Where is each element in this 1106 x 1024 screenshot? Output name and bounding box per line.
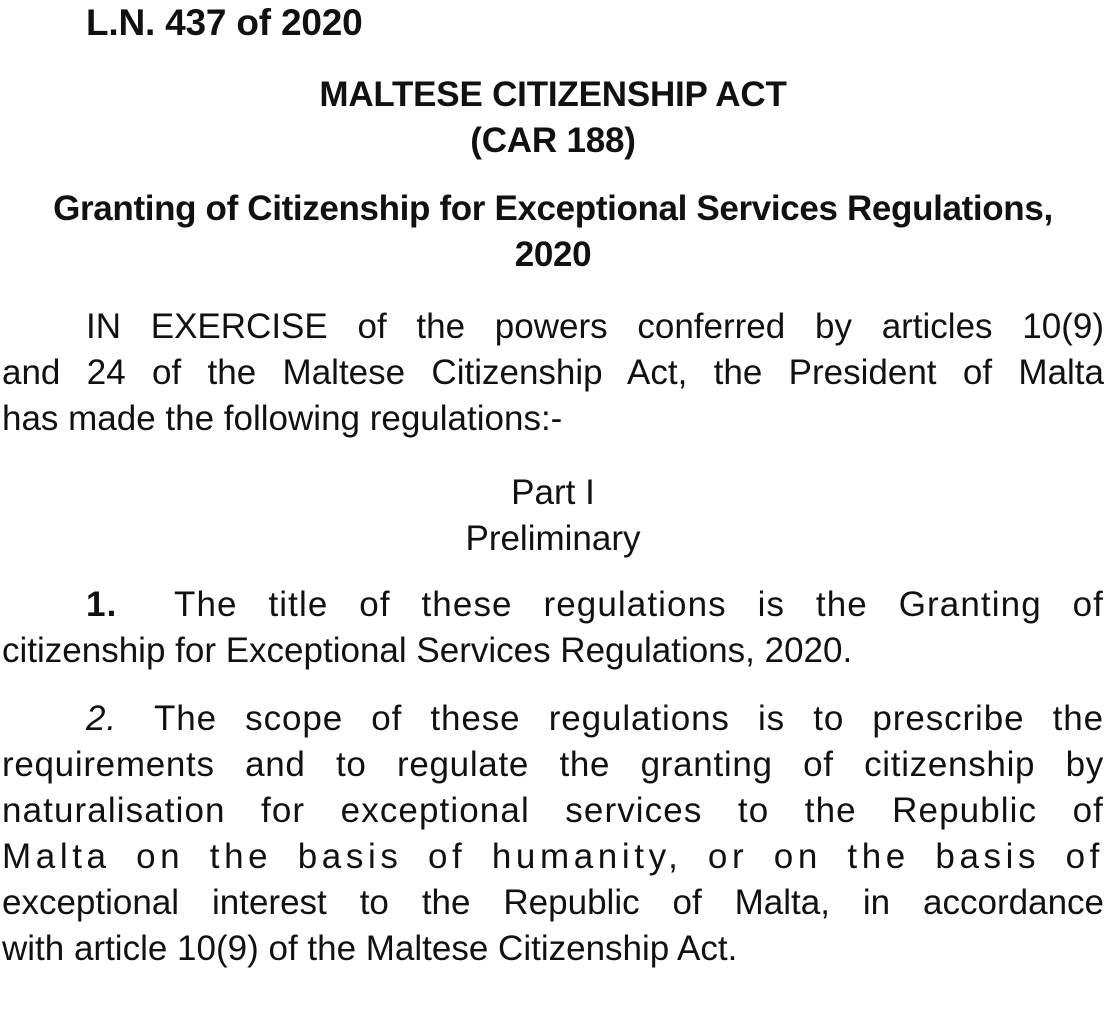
enacting-clause [2,304,1104,442]
act-chapter: (CAR 188) [470,121,636,160]
regulation-2-line [2,696,1104,742]
act-title: MALTESE CITIZENSHIP ACT [319,75,787,114]
part-name: Preliminary [465,519,641,558]
regulation-1-number: 1. [86,585,118,624]
enacting-clause-line: has made the following regulations:- [2,399,563,438]
regulation-2-line: requirements and to regulate the granting of citizenship by [2,745,1104,784]
regulation-1-text: The title of these regulations is the Granting of [174,585,1104,624]
part-number: Part I [511,473,595,512]
regulations-title [0,186,1106,278]
regulation-2 [2,696,1104,972]
part-heading [0,470,1106,562]
regulations-title-line: Granting of Citizenship for Exceptional Services Regulations, [53,189,1053,228]
act-heading [0,72,1106,164]
regulation-2-line: Malta on the basis of humanity, or on the basis of [2,837,1104,876]
regulations-title-year: 2020 [514,235,592,274]
regulation-2-text: The scope of these regulations is to prescribe the [154,699,1104,738]
regulation-2-number: 2. [86,699,117,738]
legal-notice-reference: L.N. 437 of 2020 [86,2,363,43]
regulation-2-line: exceptional interest to the Republic of Malta, in accordance [2,883,1104,922]
enacting-clause-line: IN EXERCISE of the powers conferred by articles 10(9) [86,307,1104,346]
regulation-2-line: with article 10(9) of the Maltese Citizenship Act. [2,929,738,968]
regulation-1-line: citizenship for Exceptional Services Regulations, 2020. [2,631,853,670]
regulation-2-line: naturalisation for exceptional services to the Republic of [2,791,1104,830]
enacting-clause-line: and 24 of the Maltese Citizenship Act, the President of Malta [2,353,1104,392]
regulation-1 [2,582,1104,674]
regulation-1-line [2,582,1104,628]
